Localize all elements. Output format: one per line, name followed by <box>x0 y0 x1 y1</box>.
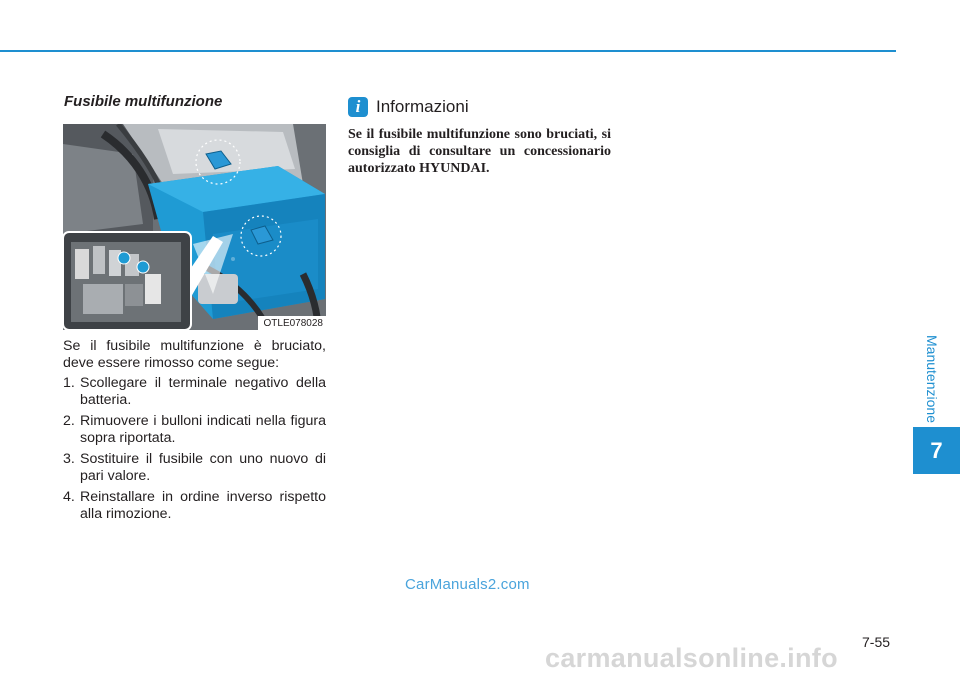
info-title: Informazioni <box>376 97 469 116</box>
intro-paragraph: Se il fusibile multifunzione è bruciato, deve essere rimosso come segue: <box>63 338 326 371</box>
list-item <box>63 375 326 409</box>
watermark-link[interactable]: CarManuals2.com <box>405 576 530 593</box>
info-text: Se il fusibile multifunzione sono bruciati, si consiglia di consultare un concessionario autorizzato HYUNDAI. <box>348 127 611 176</box>
chapter-tab: 7 <box>913 427 960 474</box>
step-number: 4. <box>63 489 75 505</box>
figure-code: OTLE078028 <box>258 316 327 330</box>
page-number: 7-55 <box>862 634 891 650</box>
fuse-box-figure <box>63 124 326 330</box>
step-text: Rimuovere i bulloni indicati nella figura sopra riportata. <box>80 413 326 446</box>
step-text: Scollegare il terminale negativo della batteria. <box>80 375 326 408</box>
list-item <box>63 413 326 447</box>
engine-bay-illustration <box>63 124 326 330</box>
chapter-label <box>918 329 946 429</box>
list-item <box>63 451 326 485</box>
chapter-label-text: Manutenzione <box>924 335 941 423</box>
step-number: 1. <box>63 375 75 391</box>
top-rule <box>0 50 896 52</box>
body-text <box>63 338 326 527</box>
info-header <box>348 97 469 117</box>
steps-list <box>63 375 326 523</box>
step-text: Sostituire il fusibile con uno nuovo di pari valore. <box>80 451 326 484</box>
step-number: 3. <box>63 451 75 467</box>
step-text: Reinstallare in ordine inverso rispetto alla rimozione. <box>80 489 326 522</box>
info-icon: i <box>348 97 368 117</box>
footer-watermark: carmanualsonline.info <box>545 643 838 673</box>
section-title: Fusibile multifunzione <box>64 93 223 110</box>
step-number: 2. <box>63 413 75 429</box>
list-item <box>63 489 326 523</box>
